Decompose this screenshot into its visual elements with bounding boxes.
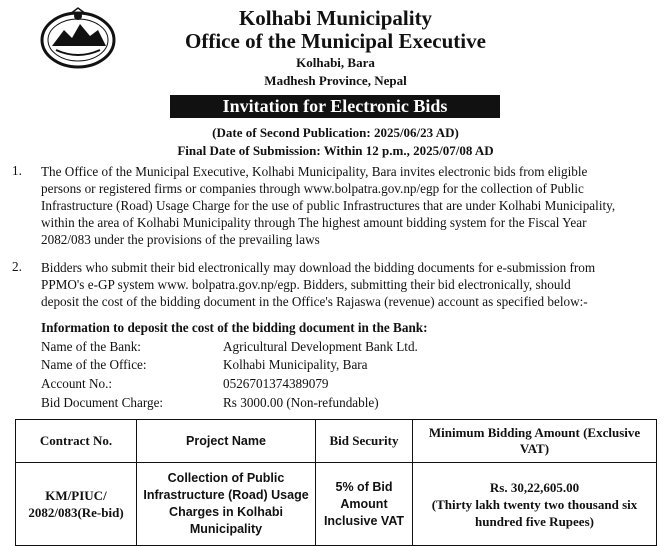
- header-min-amount: Minimum Bidding Amount (Exclusive VAT): [413, 420, 657, 463]
- paragraph-line: Bidders who submit their bid electronically may download the bidding documents for e-submission from: [41, 260, 596, 275]
- paragraph-number: 1.: [12, 163, 22, 178]
- office-name-value: Kolhabi Municipality, Bara: [223, 357, 368, 372]
- paragraph-line: 2082/083 under the provisions of the prevailing laws: [41, 232, 320, 247]
- paragraph-line: within the area of Kolhabi Municipality through The highest amount bidding system for the Fiscal Year: [41, 215, 587, 230]
- cell-min-amount: [413, 463, 657, 546]
- paragraph-line: deposit the cost of the bidding document in the Office's Rajaswa (revenue) account as specified below:-: [41, 294, 588, 309]
- header-contract-no: Contract No.: [16, 420, 137, 463]
- bid-details-table: [15, 419, 657, 546]
- province-line: Madhesh Province, Nepal: [264, 73, 407, 88]
- table-row: [16, 463, 657, 546]
- document-charge-value: Rs 3000.00 (Non-refundable): [223, 395, 379, 410]
- header-bid-security: Bid Security: [316, 420, 413, 463]
- bank-name-label: Name of the Bank:: [41, 339, 141, 354]
- municipality-title: Kolhabi Municipality: [238, 6, 433, 30]
- paragraph-number: 2.: [12, 259, 22, 274]
- account-no-value: 0526701374389079: [223, 376, 329, 391]
- header-project-name: Project Name: [137, 420, 316, 463]
- min-amount-figure: Rs. 30,22,605.00: [489, 479, 580, 495]
- office-name-label: Name of the Office:: [41, 357, 147, 372]
- paragraph-line: The Office of the Municipal Executive, Kolhabi Municipality, Bara invites electronic bids from eligible: [41, 164, 588, 179]
- cell-contract-no: KM/PIUC/ 2082/083(Re-bid): [16, 463, 137, 546]
- paragraph-1: [41, 163, 661, 248]
- publication-date: (Date of Second Publication: 2025/06/23 AD): [212, 125, 459, 140]
- account-no-label: Account No.:: [41, 376, 113, 391]
- table-header-row: [16, 420, 657, 463]
- cell-bid-security: 5% of Bid Amount Inclusive VAT: [316, 463, 413, 546]
- notice-banner: Invitation for Electronic Bids: [170, 95, 500, 118]
- bank-info-heading: Information to deposit the cost of the bidding document in the Bank:: [41, 320, 428, 335]
- paragraph-2: [41, 259, 661, 310]
- document-charge-label: Bid Document Charge:: [41, 395, 164, 410]
- office-title: Office of the Municipal Executive: [185, 29, 486, 53]
- bank-name-value: Agricultural Development Bank Ltd.: [223, 339, 418, 354]
- cell-project-name: Collection of Public Infrastructure (Road) Usage Charges in Kolhabi Municipality: [137, 463, 316, 546]
- location-line: Kolhabi, Bara: [296, 55, 375, 70]
- paragraph-line: Infrastructure (Road) Usage Charge for the use of public Infrastructures that are under Kolhabi Municipality,: [41, 198, 616, 213]
- submission-deadline: Final Date of Submission: Within 12 p.m., 2025/07/08 AD: [177, 143, 494, 158]
- min-amount-words: (Thirty lakh twenty two thousand six hundred five Rupees): [431, 496, 638, 529]
- paragraph-line: PPMO's e-GP system www. bolpatra.gov.np/egp. Bidders, submitting their bid electronically, should: [41, 277, 571, 292]
- paragraph-line: persons or registered firms or companies through www.bolpatra.gov.np/egp for the collection of Public: [41, 181, 584, 196]
